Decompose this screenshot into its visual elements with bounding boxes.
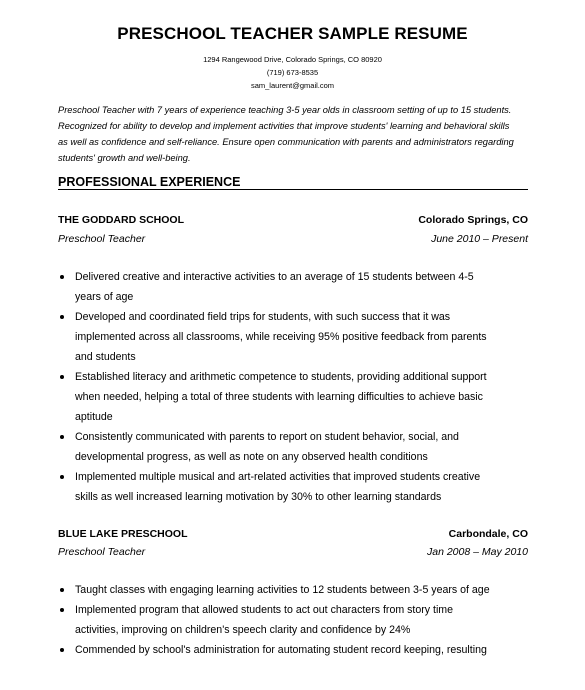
job-bullets <box>58 267 518 507</box>
bullet-line: and students <box>75 351 136 363</box>
bullet-line: Established literacy and arithmetic competence to students, providing additional support <box>75 371 487 383</box>
employer-name: BLUE LAKE PRESCHOOL <box>58 528 188 540</box>
list-item <box>58 267 518 307</box>
job-role: Preschool Teacher <box>58 233 146 245</box>
summary-line: students' growth and well-being. <box>58 153 191 163</box>
bullet-line: activities, improving on children's speech clarity and confidence by 24% <box>75 624 411 636</box>
list-item <box>58 367 518 427</box>
bullet-line: Implemented program that allowed students to act out characters from story time <box>75 604 454 616</box>
job-location: Carbondale, CO <box>448 528 528 540</box>
contact-phone: (719) 673-8535 <box>266 68 319 77</box>
bullet-dot <box>60 588 64 592</box>
contact-address: 1294 Rangewood Drive, Colorado Springs, CO 80920 <box>203 55 382 64</box>
job-bullets <box>58 580 518 660</box>
bullet-line: aptitude <box>75 411 113 423</box>
bullet-dot <box>60 475 64 479</box>
job-dates: June 2010 – Present <box>431 233 528 245</box>
bullet-dot <box>60 648 64 652</box>
list-item <box>58 467 518 507</box>
bullet-line: Implemented multiple musical and art-related activities that improved students creative <box>75 471 481 483</box>
bullet-line: Developed and coordinated field trips for students, with such success that it was <box>75 311 451 323</box>
bullet-line: developmental progress, as well as note on any observed health conditions <box>75 451 428 463</box>
list-item <box>58 600 518 640</box>
section-heading: PROFESSIONAL EXPERIENCE <box>58 175 241 189</box>
bullet-dot <box>60 375 64 379</box>
bullet-dot <box>60 608 64 612</box>
summary-line: Recognized for ability to develop and implement activities that improve students' learning and behavioral skills <box>58 121 510 131</box>
contact-email: sam_laurent@gmail.com <box>250 81 335 90</box>
list-item <box>58 307 518 367</box>
bullet-line: years of age <box>75 291 134 303</box>
summary-line: as well as confidence and self-reliance. Ensure open communication with parents and administrators regarding <box>58 137 514 147</box>
summary-line: Preschool Teacher with 7 years of experience teaching 3-5 year olds in classroom setting of up to 15 students. <box>58 105 512 115</box>
bullet-line: implemented across all classrooms, while receiving 95% positive feedback from parents <box>75 331 487 343</box>
list-item <box>58 427 518 467</box>
bullet-line: Delivered creative and interactive activities to an average of 15 students between 4-5 <box>75 271 474 283</box>
bullet-line: Commended by school's administration for automating student record keeping, resulting <box>75 644 487 656</box>
section-divider <box>58 189 528 190</box>
list-item <box>58 640 518 660</box>
job-dates: Jan 2008 – May 2010 <box>427 546 528 558</box>
bullet-line: when needed, helping a total of three students with learning difficulties to achieve basic <box>75 391 483 403</box>
resume-title: PRESCHOOL TEACHER SAMPLE RESUME <box>117 24 468 43</box>
bullet-line: Consistently communicated with parents to report on student behavior, social, and <box>75 431 459 443</box>
bullet-dot <box>60 275 64 279</box>
employer-name: THE GODDARD SCHOOL <box>58 214 184 226</box>
professional-summary <box>58 102 528 166</box>
list-item <box>58 580 518 600</box>
bullet-line: skills as well increased learning motivation by 30% to other learning standards <box>75 491 442 503</box>
job-role: Preschool Teacher <box>58 546 146 558</box>
job-location: Colorado Springs, CO <box>418 214 528 226</box>
bullet-dot <box>60 435 64 439</box>
bullet-dot <box>60 315 64 319</box>
bullet-line: Taught classes with engaging learning activities to 12 students between 3-5 years of age <box>75 584 490 596</box>
